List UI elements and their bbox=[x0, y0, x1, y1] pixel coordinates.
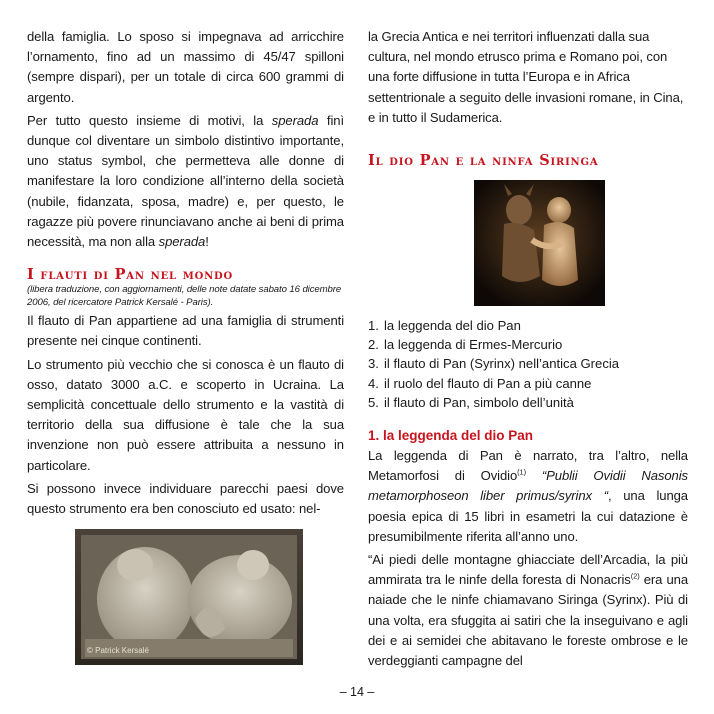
list-item: 5. il flauto di Pan, simbolo dell’unità bbox=[368, 394, 574, 410]
pan-and-nymph-sculpture-image bbox=[474, 180, 605, 306]
list-item: 3. il flauto di Pan (Syrinx) nell’antica Grecia bbox=[368, 356, 620, 372]
list-item: 2. la leggenda di Ermes-Mercurio bbox=[368, 337, 563, 353]
paragraph: della famiglia. Lo sposo si impegnava ad arricchire l’ornamento, fino ad un massimo di 45/47 spilloni (sempre dispari), per un totale di circa 600 grammi di argento. bbox=[27, 29, 344, 105]
list-item: 4. il ruolo del flauto di Pan a più canne bbox=[368, 375, 592, 391]
paragraph: “Ai piedi delle montagne ghiacciate dell’Arcadia, la più ammirata tra le ninfe della foresta di Nonacris$^{(2)}$ era una naiade che le ninfe chiamavano Siringa (Syrinx). Più di una volta, era sfuggita ai satiri che la inseguivano e agli dei e ai semidei che abitavano le foreste ombrose e le verdeggianti campagne del bbox=[368, 552, 688, 669]
section-heading: Il dio Pan e la ninfa Siringa bbox=[368, 152, 599, 170]
paragraph: Il flauto di Pan appartiene ad una famiglia di strumenti presente nei cinque continenti. bbox=[27, 313, 344, 349]
subsection-heading: 1. la leggenda del dio Pan bbox=[368, 428, 534, 444]
paragraph: La leggenda di Pan è narrato, tra l’altro, nella Metamorfosi di Ovidio$^{(1)}$ “Publii Ovidii Nasonis metamorphoseon liber primus/syrinx “, una lunga poesia epica di 15 libri in esametri la cui datazione è presumibilmente riferita all’anno uno. bbox=[368, 448, 688, 544]
section-heading: I flauti di Pan nel mondo bbox=[27, 266, 234, 284]
relief-sculpture-image bbox=[75, 529, 303, 665]
translation-note: (libera traduzione, con aggiornamenti, delle note datate sabato 16 dicembre 2006, del ricercatore Patrick Kersalé - Paris). bbox=[27, 284, 342, 308]
paragraph: Per tutto questo insieme di motivi, la sperada finì dunque col diventare un simbolo distintivo importante, uno status symbol, che permetteva alle donne di manifestare la loro condizione all’interno della società (nubile, fidanzata, sposa, madre) e, per questo, le ragazze più povere rinunciavano anche ai beni di prima necessità, ma non alla sperada! bbox=[27, 112, 344, 250]
svg-text:© Patrick Kersalé: © Patrick Kersalé bbox=[87, 646, 149, 656]
topic-list bbox=[368, 316, 688, 412]
left-column bbox=[27, 27, 344, 665]
paragraph: la Grecia Antica e nei territori influenzati dalla sua cultura, nel mondo etrusco prima e Romano poi, con una forte diffusione in tutta l’Europa e in Africa settentrionale a seguito delle invasioni romane, in Cina, e in tutto il Sudamerica. bbox=[368, 29, 684, 125]
paragraph: Lo strumento più vecchio che si conosca è un flauto di osso, datato 3000 a.C. e scoperto in Ucraina. La semplicità concettuale dello strumento e la vastità di territorio della sua diffusione è tale che la sua invenzione non può essere attribuita a nessuno in particolare. bbox=[27, 356, 344, 473]
paragraph: Si possono invece individuare parecchi paesi dove questo strumento era ben conosciuto ed usato: nel- bbox=[27, 480, 344, 517]
page-number: – 14 – bbox=[339, 685, 375, 699]
list-item: 1. la leggenda del dio Pan bbox=[368, 318, 521, 334]
right-column bbox=[368, 27, 688, 671]
